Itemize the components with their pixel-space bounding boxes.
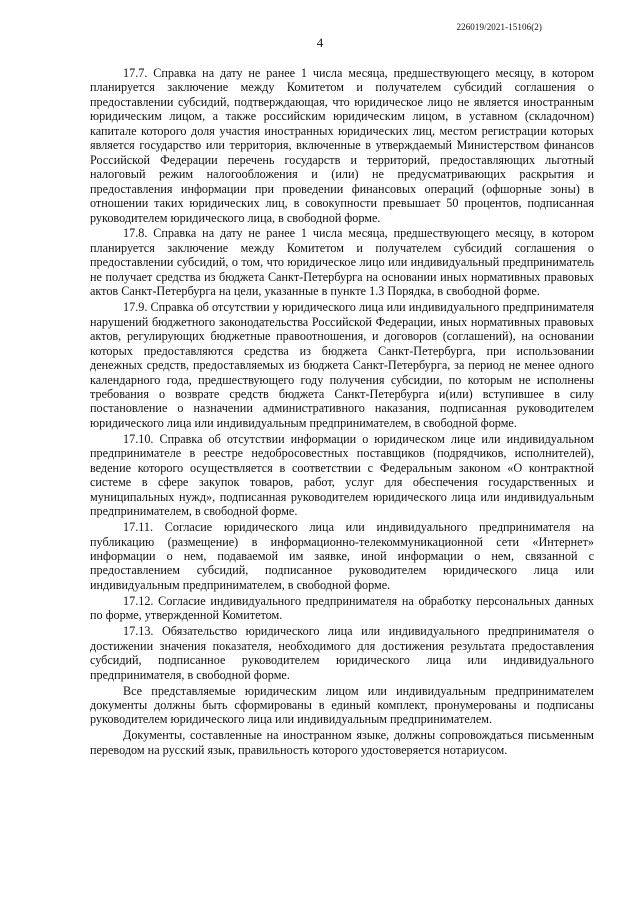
paragraph-17-8: 17.8. Справка на дату не ранее 1 числа месяца, предшествующего месяцу, в котором планируется заключение между Комитетом и получателем субсидий соглашения о предоставлении субсидий, о том, что юридическое лицо или индивидуальный предприниматель не получает средства из бюджета Санкт-Петербурга на основании иных нормативных правовых актов Санкт-Петербурга на цели, указанные в пункте 1.3 Порядка, в свободной форме. — [90, 226, 594, 299]
paragraph-foreign-language: Документы, составленные на иностранном языке, должны сопровождаться письменным переводом на русский язык, правильность которого удостоверяется нотариусом. — [90, 728, 594, 757]
paragraph-17-12: 17.12. Согласие индивидуального предпринимателя на обработку персональных данных по форме, утвержденной Комитетом. — [90, 593, 594, 623]
document-number: 226019/2021-15106(2) — [456, 22, 542, 32]
paragraph-17-7: 17.7. Справка на дату не ранее 1 числа месяца, предшествующего месяцу, в котором планируется заключение между Комитетом и получателем субсидий соглашения о предоставлении субсидий, подтверждающая, что юридическое лицо не является иностранным юридическим лицом, а также российским юридическим лицом, в уставном (складочном) капитале которого доля участия иностранных юридических лиц, местом регистрации которых является государство или территория, включенные в утверждаемый Министерством финансов Российской Федерации перечень государств и территорий, предоставляющих льготный налоговый режим налогообложения и (или) не предусматривающих раскрытия и предоставления информации при проведении финансовых операций (офшорные зоны) в отношении таких юридических лиц, в совокупности превышает 50 процентов, подписанная руководителем юридического лица, в свободной форме. — [90, 66, 594, 225]
page-number: 4 — [316, 35, 324, 50]
document-body — [90, 66, 594, 759]
paragraph-documents-set: Все представляемые юридическим лицом или индивидуальным предпринимателем документы должны быть сформированы в единый комплект, пронумерованы и подписаны руководителем юридического лица или индивидуальным предпринимателем. — [90, 683, 594, 727]
paragraph-17-9: 17.9. Справка об отсутствии у юридического лица или индивидуального предпринимателя нарушений бюджетного законодательства Российской Федерации, иных нормативных правовых актов, регулирующих бюджетные правоотношения, и договоров (соглашений), на основании которых предоставляются средства из бюджета Санкт-Петербурга, при использовании денежных средств, предоставляемых из бюджета Санкт-Петербурга, за период не менее одного календарного года, предшествующего году получения субсидии, по которым не исполнены требования о возврате средств бюджета Санкт-Петербурга и(или) вступившее в силу постановление о назначении административного наказания, подписанная руководителем юридического лица или индивидуальным предпринимателем, в свободной форме. — [90, 300, 594, 430]
paragraph-17-10: 17.10. Справка об отсутствии информации о юридическом лице или индивидуальном предпринимателе в реестре недобросовестных поставщиков (подрядчиков, исполнителей), ведение которого осуществляется в соответствии с Федеральным законом «О контрактной системе в сфере закупок товаров, работ, услуг для обеспечения государственных и муниципальных нужд», подписанная руководителем юридического лица или индивидуальным предпринимателем, в свободной форме. — [90, 431, 594, 519]
paragraph-17-11: 17.11. Согласие юридического лица или индивидуального предпринимателя на публикацию (размещение) в информационно-телекоммуникационной сети «Интернет» информации о нем, подаваемой им заявке, иной информации о нем, связанной с предоставлением субсидий, подписанное руководителем юридического лица или индивидуальным предпринимателем, в свободной форме. — [90, 520, 594, 592]
paragraph-17-13: 17.13. Обязательство юридического лица или индивидуального предпринимателя о достижении значения показателя, необходимого для достижения результата предоставления субсидий, подписанное руководителем юридического лица или индивидуального предпринимателя, в свободной форме. — [90, 624, 594, 682]
